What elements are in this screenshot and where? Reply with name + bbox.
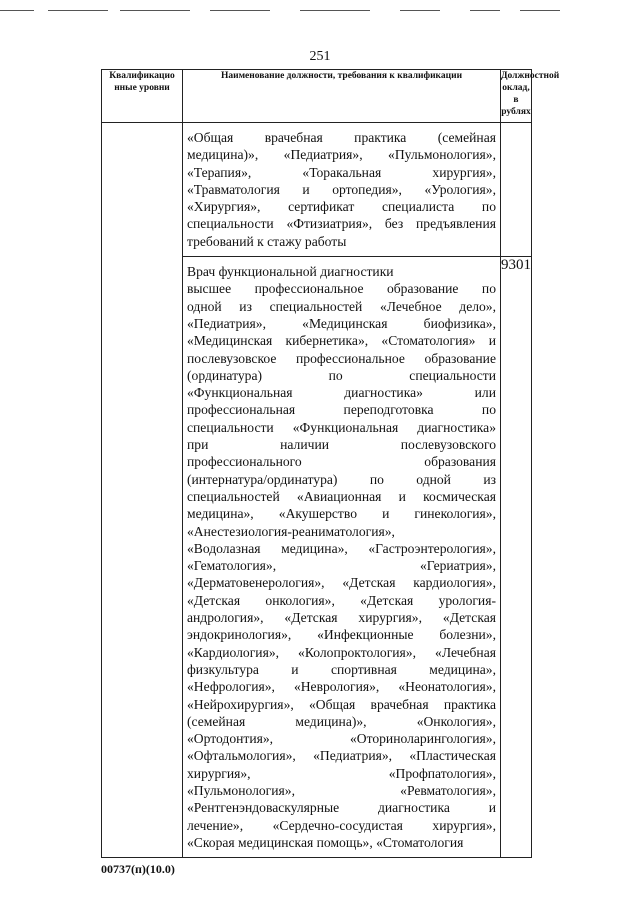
text-line: «Травматология и ортопедия», «Урология»,: [187, 181, 496, 197]
text-line: «Общая врачебная практика (семейная: [187, 130, 496, 145]
requirements-cell: [183, 257, 501, 858]
requirements-text: [183, 257, 500, 857]
text-line: при наличии послевузовского: [187, 437, 496, 453]
text-line: «Нейрохирургия», «Общая врачебная практика: [187, 696, 496, 712]
document-code: 00737(п)(10.0): [101, 862, 175, 876]
text-line: «Кардиология», «Колопроктология», «Лечебная: [187, 644, 496, 660]
text-line: «Терапия», «Торакальная хирургия»,: [187, 164, 496, 180]
page-number: 251: [309, 49, 331, 64]
text-line: (ординатура) по специальности: [187, 367, 496, 383]
text-line: «Нефрология», «Неврология», «Неонатология»,: [187, 679, 496, 695]
text-line: специальности «Функциональная диагностика»: [187, 419, 496, 435]
text-line: хирургия», «Профпатология»,: [187, 765, 496, 781]
text-line: эндокринология», «Инфекционные болезни»,: [187, 627, 496, 643]
salary-value: 9301: [501, 257, 532, 858]
text-line: «Ортодонтия», «Оториноларингология»,: [187, 731, 496, 747]
text-line: (семейная медицина)», «Онкология»,: [187, 713, 496, 729]
text-line: «Детская онкология», «Детская урология-: [187, 592, 496, 608]
text-line: «Водолазная медицина», «Гастроэнтерология»,: [187, 540, 496, 556]
text-line: «Анестезиология-реаниматология»,: [187, 523, 395, 539]
qualification-level-cell: [102, 123, 183, 858]
requirements-text: [183, 123, 500, 256]
salary-cell-empty: [501, 123, 532, 257]
text-line: «Медицинская кибернетика», «Стоматология» и: [187, 333, 496, 349]
text-line: «Педиатрия», «Медицинская биофизика»,: [187, 315, 496, 331]
text-line: «Рентгенэндоваскулярные диагностика и: [187, 800, 496, 816]
text-line: физкультура и спортивная медицина»,: [187, 661, 496, 677]
table-header-row: [102, 70, 532, 123]
qualification-table: [101, 69, 560, 858]
header-qualification-levels: Квалификацио нные уровни: [102, 70, 183, 123]
text-line: высшее профессиональное образование по: [187, 281, 496, 297]
text-line: «Офтальмология», «Педиатрия», «Пластическая: [187, 748, 496, 764]
text-line: профессионального образования: [187, 454, 496, 470]
text-line: «Дерматовенерология», «Детская кардиология»,: [187, 575, 496, 591]
text-line: медицина», «Акушерство и гинекология»,: [187, 506, 496, 522]
position-title: Врач функциональной диагностики: [187, 264, 394, 280]
text-line: андрология», «Детская хирургия», «Детская: [187, 610, 496, 626]
text-line: специальностей «Авиационная и космическая: [187, 488, 496, 504]
text-line: одной из специальностей «Лечебное дело»,: [187, 298, 496, 314]
table-row: [102, 123, 532, 257]
text-line: профессиональная переподготовка по: [187, 402, 496, 418]
scan-edge-marks: [0, 10, 640, 12]
text-line: «Скорая медицинская помощь», «Стоматология: [187, 834, 464, 850]
text-line: медицина)», «Педиатрия», «Пульмонология»,: [187, 147, 496, 163]
text-line: специальности «Фтизиатрия», без предъявления: [187, 216, 496, 232]
text-line: «Гематология», «Гериатрия»,: [187, 558, 496, 574]
header-salary: Должностной оклад, в рублях: [501, 70, 532, 123]
text-line: послевузовское профессиональное образование: [187, 350, 496, 366]
text-line: «Пульмонология», «Ревматология»,: [187, 782, 496, 798]
text-line: (интернатура/ординатура) по одной из: [187, 471, 496, 487]
text-line: «Функциональная диагностика» или: [187, 385, 496, 401]
header-position-requirements: Наименование должности, требования к квалификации: [183, 70, 501, 123]
text-line: «Хирургия», сертификат специалиста по: [187, 199, 496, 215]
requirements-cell: [183, 123, 501, 257]
text-line: лечение», «Сердечно-сосудистая хирургия»,: [187, 817, 496, 833]
text-line: требований к стажу работы: [187, 233, 347, 249]
